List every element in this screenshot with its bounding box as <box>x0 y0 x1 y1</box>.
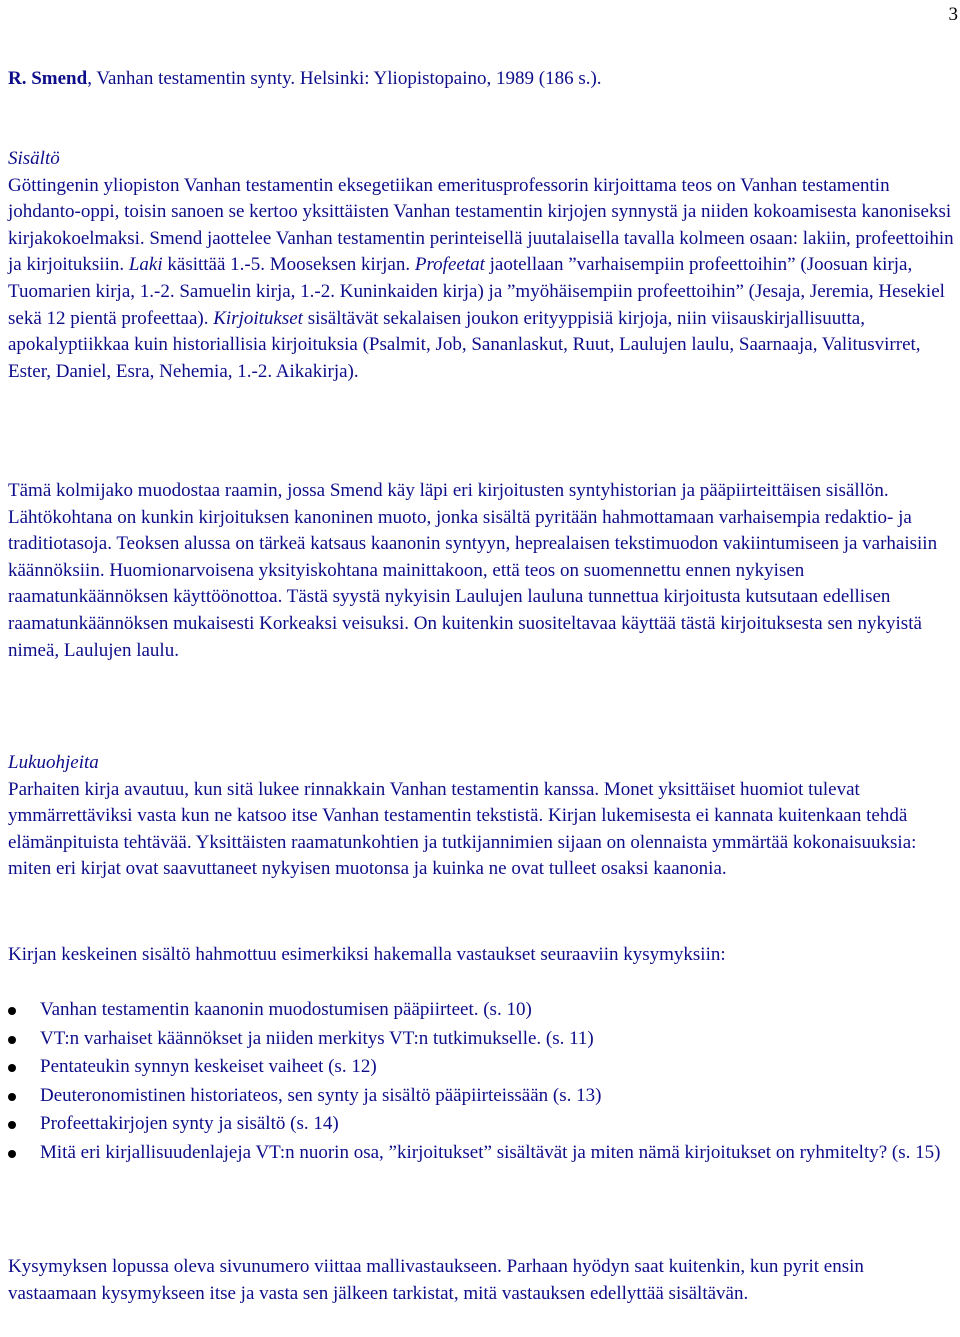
sisalto-paragraph-2-block <box>8 478 954 664</box>
question-item <box>8 1082 956 1111</box>
term-kirjoitukset: Kirjoitukset <box>213 307 303 329</box>
question-text: Deuteronomistinen historiateos, sen synty ja sisältö pääpiirteissään (s. 13) <box>40 1084 602 1106</box>
closing-paragraph: Kysymyksen lopussa oleva sivunumero viittaa mallivastaukseen. Parhaan hyödyn saat kuitenkin, kun pyrit ensin vastaamaan kysymykseen itse ja vasta sen jälkeen tarkistat, mitä vastauksen edellyttää sisältävän. <box>8 1256 864 1304</box>
question-text: Profeettakirjojen synty ja sisältö (s. 14) <box>40 1113 339 1134</box>
book-author: R. Smend <box>8 68 88 89</box>
sisalto-text-2: käsittää 1.-5. Mooseksen kirjan. <box>162 254 415 276</box>
sisalto-paragraph-2: Tämä kolmijako muodostaa raamin, jossa Smend käy läpi eri kirjoitusten syntyhistorian ja pääpiirteittäisen sisällön. Lähtökohtana on kunkin kirjoituksen kanoninen muoto, jonka sisältä pyritään hahmottamaan varhaisempia redaktio- ja traditiotasoja. Teoksen alussa on tärkeä katsaus kaanonin syntyyn, heprealaisen tekstimuodon vakiintumiseen ja varhaisiin käännöksiin. Huomionarvoisena yksityiskohtana mainittakoon, että teos on suomennettu ennen nykyisen raamatunkäännöksen käyttöönottoa. Tästä syystä nykyisin Laulujen lauluna tunnettua kirjoitusta kutsutaan edellisen raamatunkäännöksen mukaisesti Korkeaksi veisuksi. On kuitenkin suositeltavaa käyttää tästä kirjoituksesta sen nykyistä nimeä, Laulujen laulu. <box>8 480 938 661</box>
bullet-icon <box>8 1036 16 1044</box>
heading-sisalto: Sisältö <box>8 148 60 169</box>
bullet-icon <box>8 1093 16 1101</box>
book-reference <box>8 66 948 93</box>
question-item <box>8 1139 956 1168</box>
question-item <box>8 1053 956 1082</box>
question-list <box>8 996 956 1167</box>
question-item <box>8 1025 956 1054</box>
question-item <box>8 1110 956 1139</box>
sisalto-text-1: Göttingenin yliopiston Vanhan testamentin eksegetiikan emeritusprofessorin kirjoittama teos on Vanhan testamentin johdanto-oppi, toisin sanoen se kertoo yksittäisten Vanhan testamentin kirjojen synnystä ja niiden kokoamisesta kanoniseksi kirjakokoelmaksi. Smend jaottelee Vanhan testamentin perinteisellä juutalaisella tavalla kolmeen osaan: lakiin, profeettoihin ja kirjoituksiin. <box>8 174 954 276</box>
page-number: 3 <box>948 4 958 25</box>
question-item <box>8 996 956 1025</box>
sisalto-text-3: jaotellaan ”varhaisempiin profeettoihin” (Joosuan kirja, Tuomarien kirja, 1.-2. Samuelin kirja, 1.-2. Kuninkaiden kirja) ja ”myöhäisempiin profeettoihin” (Jesaja, Jeremia, Hesekiel sekä 12 pientä profeettaa). <box>8 254 945 329</box>
question-text: VT:n varhaiset käännökset ja niiden merkitys VT:n tutkimukselle. (s. 11) <box>40 1027 594 1049</box>
section-sisalto <box>8 146 954 385</box>
sisalto-text-4: sisältävät sekalaisen joukon erityyppisiä kirjoja, niin viisauskirjallisuutta, apokalyptiikkaa kuin historiallisia kirjoituksia (Psalmit, Job, Sananlaskut, Ruut, Laulujen laulu, Saarnaaja, Valitusvirret, Ester, Daniel, Esra, Nehemia, 1.-2. Aikakirja). <box>8 307 921 382</box>
questions-intro-block <box>8 942 954 969</box>
question-text: Vanhan testamentin kaanonin muodostumisen pääpiirteet. (s. 10) <box>40 999 532 1020</box>
heading-lukuohjeita: Lukuohjeita <box>8 752 99 773</box>
lukuohjeita-paragraph-1: Parhaiten kirja avautuu, kun sitä lukee rinnakkain Vanhan testamentin kanssa. Monet yksittäiset huomiot tulevat ymmärrettäviksi vasta kun ne katsoo itse Vanhan testamentin tekstistä. Kirjan lukemisesta ei kannata kuitenkaan tehdä elämänpituista tehtävää. Yksittäisten raamatunkohtien ja tutkijannimien sijaan on olennaista ymmärtää kokonaisuuksia: miten eri kirjat ovat saavuttaneet nykyisen muotonsa ja kuinka ne ovat tulleet osaksi kaanonia. <box>8 778 917 880</box>
question-text: Mitä eri kirjallisuudenlajeja VT:n nuorin osa, ”kirjoitukset” sisältävät ja miten nämä kirjoitukset on ryhmitelty? (s. 15) <box>40 1141 941 1163</box>
book-details: , Vanhan testamentin synty. Helsinki: Yliopistopaino, 1989 (186 s.). <box>87 68 602 89</box>
sisalto-paragraph-1 <box>8 173 954 386</box>
bullet-icon <box>8 1150 16 1158</box>
section-lukuohjeita <box>8 750 954 883</box>
bullet-icon <box>8 1121 16 1129</box>
bullet-icon <box>8 1007 16 1015</box>
question-text: Pentateukin synnyn keskeiset vaiheet (s. 12) <box>40 1056 377 1077</box>
term-profeetat: Profeetat <box>414 254 485 276</box>
questions-intro: Kirjan keskeinen sisältö hahmottuu esimerkiksi hakemalla vastaukset seuraaviin kysymyksiin: <box>8 944 726 965</box>
bullet-icon <box>8 1064 16 1072</box>
closing-block <box>8 1254 954 1307</box>
term-laki: Laki <box>128 254 163 276</box>
